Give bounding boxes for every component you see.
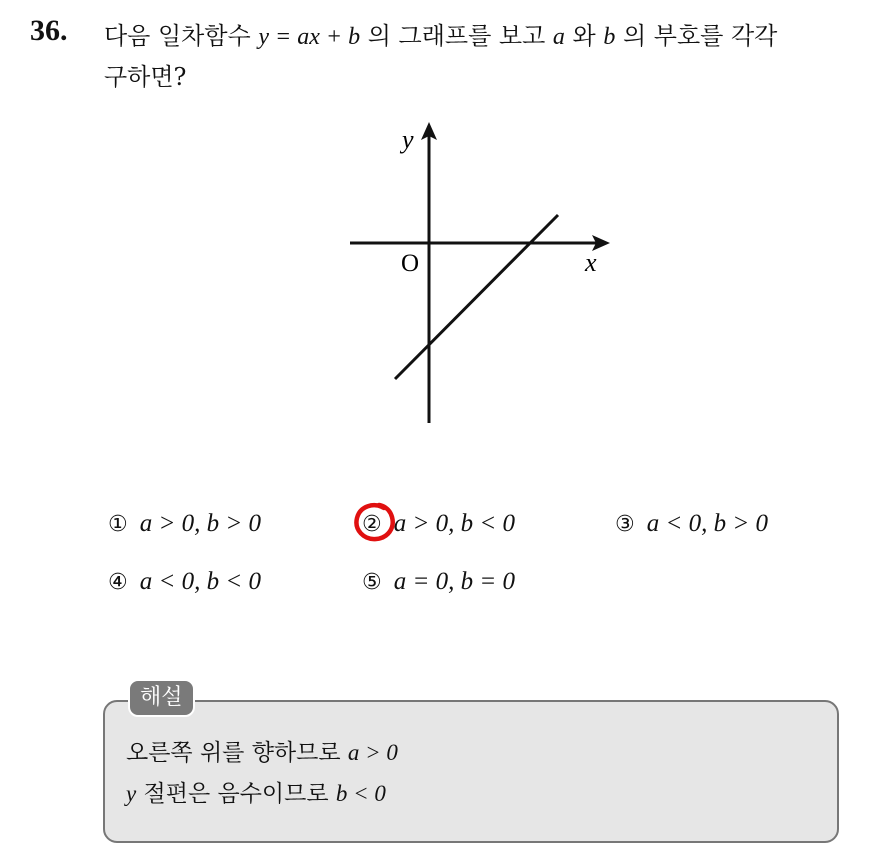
solution-box — [103, 700, 839, 843]
equation: y = ax + b — [258, 24, 361, 50]
variable-a: a — [552, 24, 565, 50]
question-text-part: 구하면? — [104, 63, 187, 91]
choice-expression: a > 0, b < 0 — [393, 510, 515, 537]
question-text-part: 다음 일차함수 — [104, 22, 259, 50]
solution-variable: y — [126, 781, 137, 806]
choice-expression: a > 0, b > 0 — [139, 510, 261, 537]
choice-expression: a < 0, b < 0 — [139, 568, 261, 595]
question-text-part: 의 부호를 각각 — [615, 22, 778, 50]
choice-4[interactable] — [108, 566, 261, 598]
question-text — [104, 16, 874, 97]
solution-expression: a > 0 — [347, 740, 398, 765]
solution-line-2 — [126, 778, 386, 810]
choice-1[interactable] — [108, 508, 261, 540]
origin-label: O — [401, 250, 420, 277]
answer-mark-circle — [352, 500, 398, 544]
choice-number: ② — [362, 512, 382, 537]
choice-number: ⑤ — [362, 570, 382, 595]
choice-expression: a = 0, b = 0 — [393, 568, 515, 595]
question-number: 36. — [30, 14, 68, 47]
choice-5[interactable] — [362, 566, 515, 598]
function-graph — [330, 110, 630, 430]
choice-number: ① — [108, 512, 128, 537]
choice-3[interactable] — [615, 508, 768, 540]
solution-label: 해설 — [128, 679, 195, 717]
solution-line-1 — [126, 737, 398, 769]
choice-number: ④ — [108, 570, 128, 595]
answer-mark-stroke — [356, 505, 392, 539]
solution-expression: b < 0 — [335, 781, 386, 806]
solution-text: 오른쪽 위를 향하므로 — [126, 740, 348, 766]
choice-expression: a < 0, b > 0 — [646, 510, 768, 537]
question-text-part: 의 그래프를 보고 — [360, 22, 553, 50]
solution-text: 절편은 음수이므로 — [136, 781, 336, 807]
x-axis-label: x — [585, 248, 597, 277]
y-axis-label: y — [402, 125, 414, 154]
choice-number: ③ — [615, 512, 635, 537]
function-line — [395, 215, 558, 379]
question-text-part: 와 — [564, 22, 604, 50]
variable-b: b — [603, 24, 616, 50]
